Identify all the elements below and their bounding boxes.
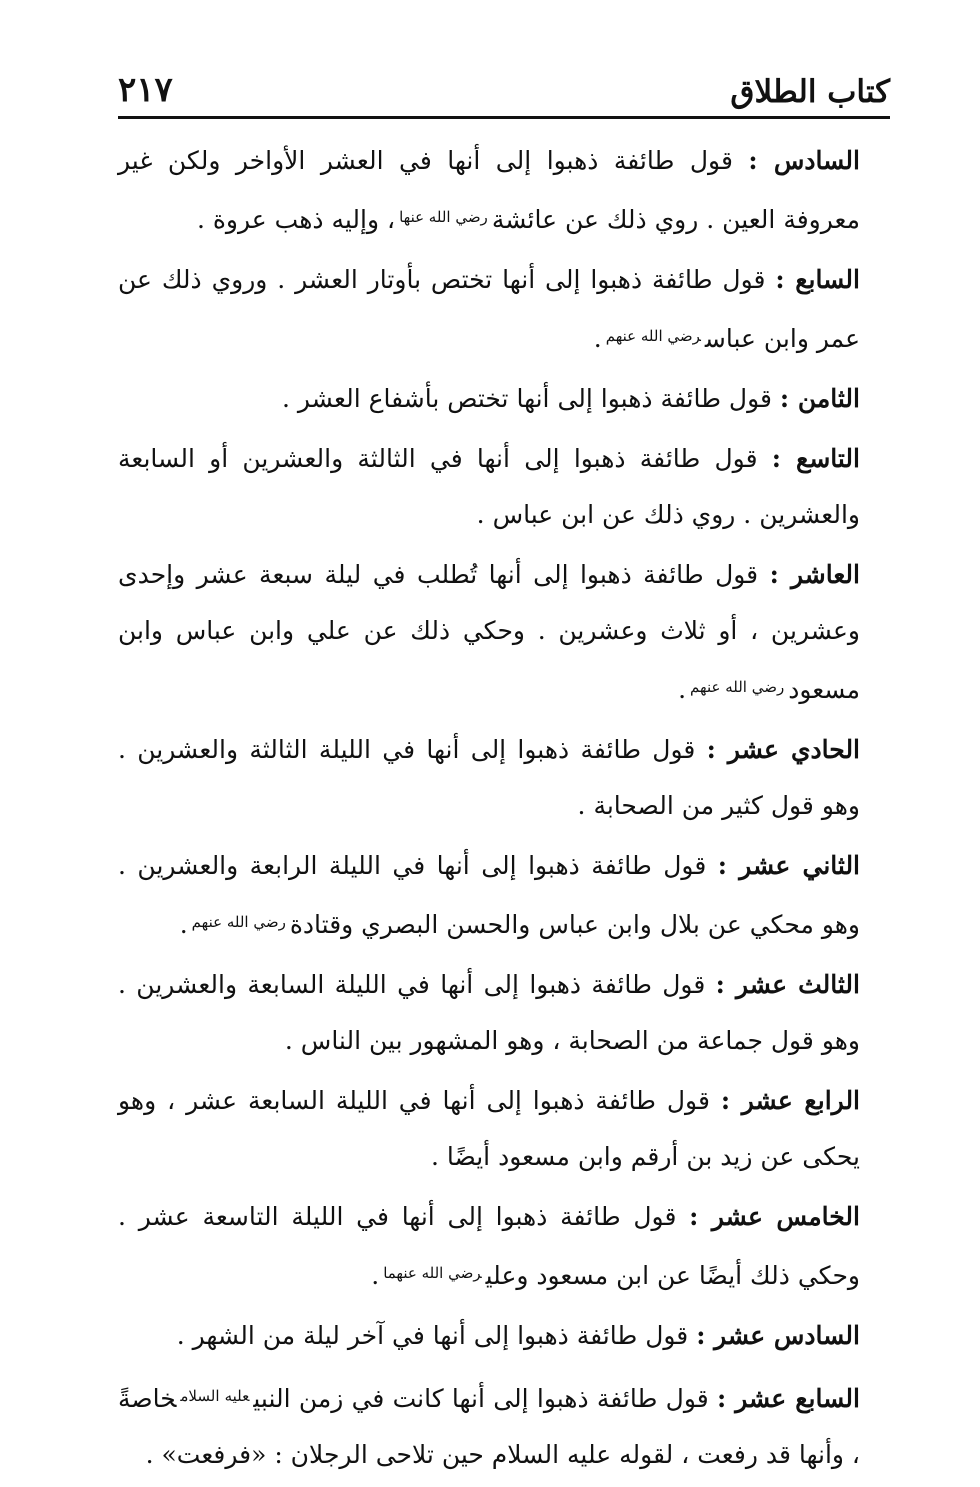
paragraph-label: العاشر :: [769, 560, 860, 589]
paragraph-tail: .: [593, 324, 602, 353]
paragraph-tenth: [118, 547, 890, 718]
paragraph-sixteenth: [118, 1308, 890, 1364]
paragraph-label: السادس عشر :: [696, 1321, 860, 1350]
paragraph-text: قول طائفة ذهبوا إلى أنها تُطلب في ليلة سبعة عشر وإحدى وعشرين ، أو ثلاث وعشرين . وحكي ذلك عن علي وابن عباس وابن مسعود: [118, 560, 860, 704]
paragraph-tail: خاصةً ، وأنها قد رفعت ، لقوله عليه السلام حين تلاحى الرجلان : «فرفعت» .: [118, 1384, 860, 1469]
paragraph-label: الثاني عشر :: [717, 851, 861, 880]
paragraph-text: قول طائفة ذهبوا إلى أنها في آخر ليلة من الشهر .: [176, 1321, 689, 1350]
paragraph-eighth: [118, 371, 890, 427]
paragraph-tail: .: [371, 1261, 380, 1290]
honorific-glyph: رضي الله عنهم: [191, 913, 286, 931]
paragraph-seventeenth: [118, 1368, 890, 1483]
page-number: ٢١٧: [118, 70, 173, 110]
paragraph-fifteenth: [118, 1189, 890, 1304]
book-title: كتاب الطلاق: [730, 74, 890, 110]
paragraph-tail: .: [179, 910, 188, 939]
paragraph-text: قول طائفة ذهبوا إلى أنها في الليلة السابعة والعشرين . وهو قول جماعة من الصحابة ، وهو المشهور بين الناس .: [118, 970, 860, 1055]
paragraph-thirteenth: [118, 957, 890, 1069]
paragraph-text: قول طائفة ذهبوا إلى أنها تختص بأوتار العشر . وروي ذلك عن عمر وابن عباس: [118, 265, 860, 353]
paragraph-tail: ، وإليه ذهب عروة .: [196, 205, 396, 234]
paragraph-tail: .: [678, 675, 687, 704]
paragraph-label: الرابع عشر :: [720, 1086, 861, 1115]
paragraph-text: قول طائفة ذهبوا إلى أنها تختص بأشفاع العشر .: [282, 384, 772, 413]
body-text: [118, 133, 890, 1487]
paragraph-label: الخامس عشر :: [689, 1202, 860, 1231]
paragraph-label: السابع عشر :: [716, 1384, 860, 1413]
paragraph-label: الثالث عشر :: [715, 970, 860, 999]
page-header: [118, 58, 890, 119]
honorific-glyph: رضي الله عنهم: [690, 678, 785, 696]
paragraph-eleventh: [118, 722, 890, 834]
paragraph-seventh: [118, 252, 890, 367]
paragraph-label: الثامن :: [779, 384, 860, 413]
paragraph-text: قول طائفة ذهبوا إلى أنها في الليلة الثالثة والعشرين . وهو قول كثير من الصحابة .: [118, 735, 860, 820]
paragraph-text: قول طائفة ذهبوا إلى أنها في الليلة السابعة عشر ، وهو يحكى عن زيد بن أرقم وابن مسعود أيضًا .: [118, 1086, 860, 1171]
paragraph-sixth: [118, 133, 890, 248]
honorific-glyph: رضي الله عنها: [399, 208, 488, 226]
paragraph-text: قول طائفة ذهبوا إلى أنها في الليلة التاسعة عشر . وحكي ذلك أيضًا عن ابن مسعود وعلي: [118, 1202, 860, 1290]
honorific-glyph: عليه السلام: [180, 1387, 250, 1405]
paragraph-label: الحادي عشر :: [706, 735, 861, 764]
honorific-glyph: رضي الله عنهما: [383, 1264, 482, 1282]
paragraph-label: التاسع :: [771, 444, 860, 473]
paragraph-label: السابع :: [775, 265, 860, 294]
paragraph-twelfth: [118, 838, 890, 953]
paragraph-ninth: [118, 431, 890, 543]
paragraph-fourteenth: [118, 1073, 890, 1185]
paragraph-text: قول طائفة ذهبوا إلى أنها في الليلة الرابعة والعشرين . وهو محكي عن بلال وابن عباس والحسن البصري وقتادة: [118, 851, 860, 939]
paragraph-label: السادس :: [748, 146, 860, 175]
honorific-glyph: رضي الله عنهم: [605, 327, 701, 345]
paragraph-text: قول طائفة ذهبوا إلى أنها في العشر الأواخر ولكن غير معروفة العين . روي ذلك عن عائشة: [118, 146, 860, 234]
paragraph-text: قول طائفة ذهبوا إلى أنها كانت في زمن النبي: [253, 1384, 709, 1413]
paragraph-text: قول طائفة ذهبوا إلى أنها في الثالثة والعشرين أو السابعة والعشرين . روي ذلك عن ابن عباس .: [118, 444, 860, 529]
